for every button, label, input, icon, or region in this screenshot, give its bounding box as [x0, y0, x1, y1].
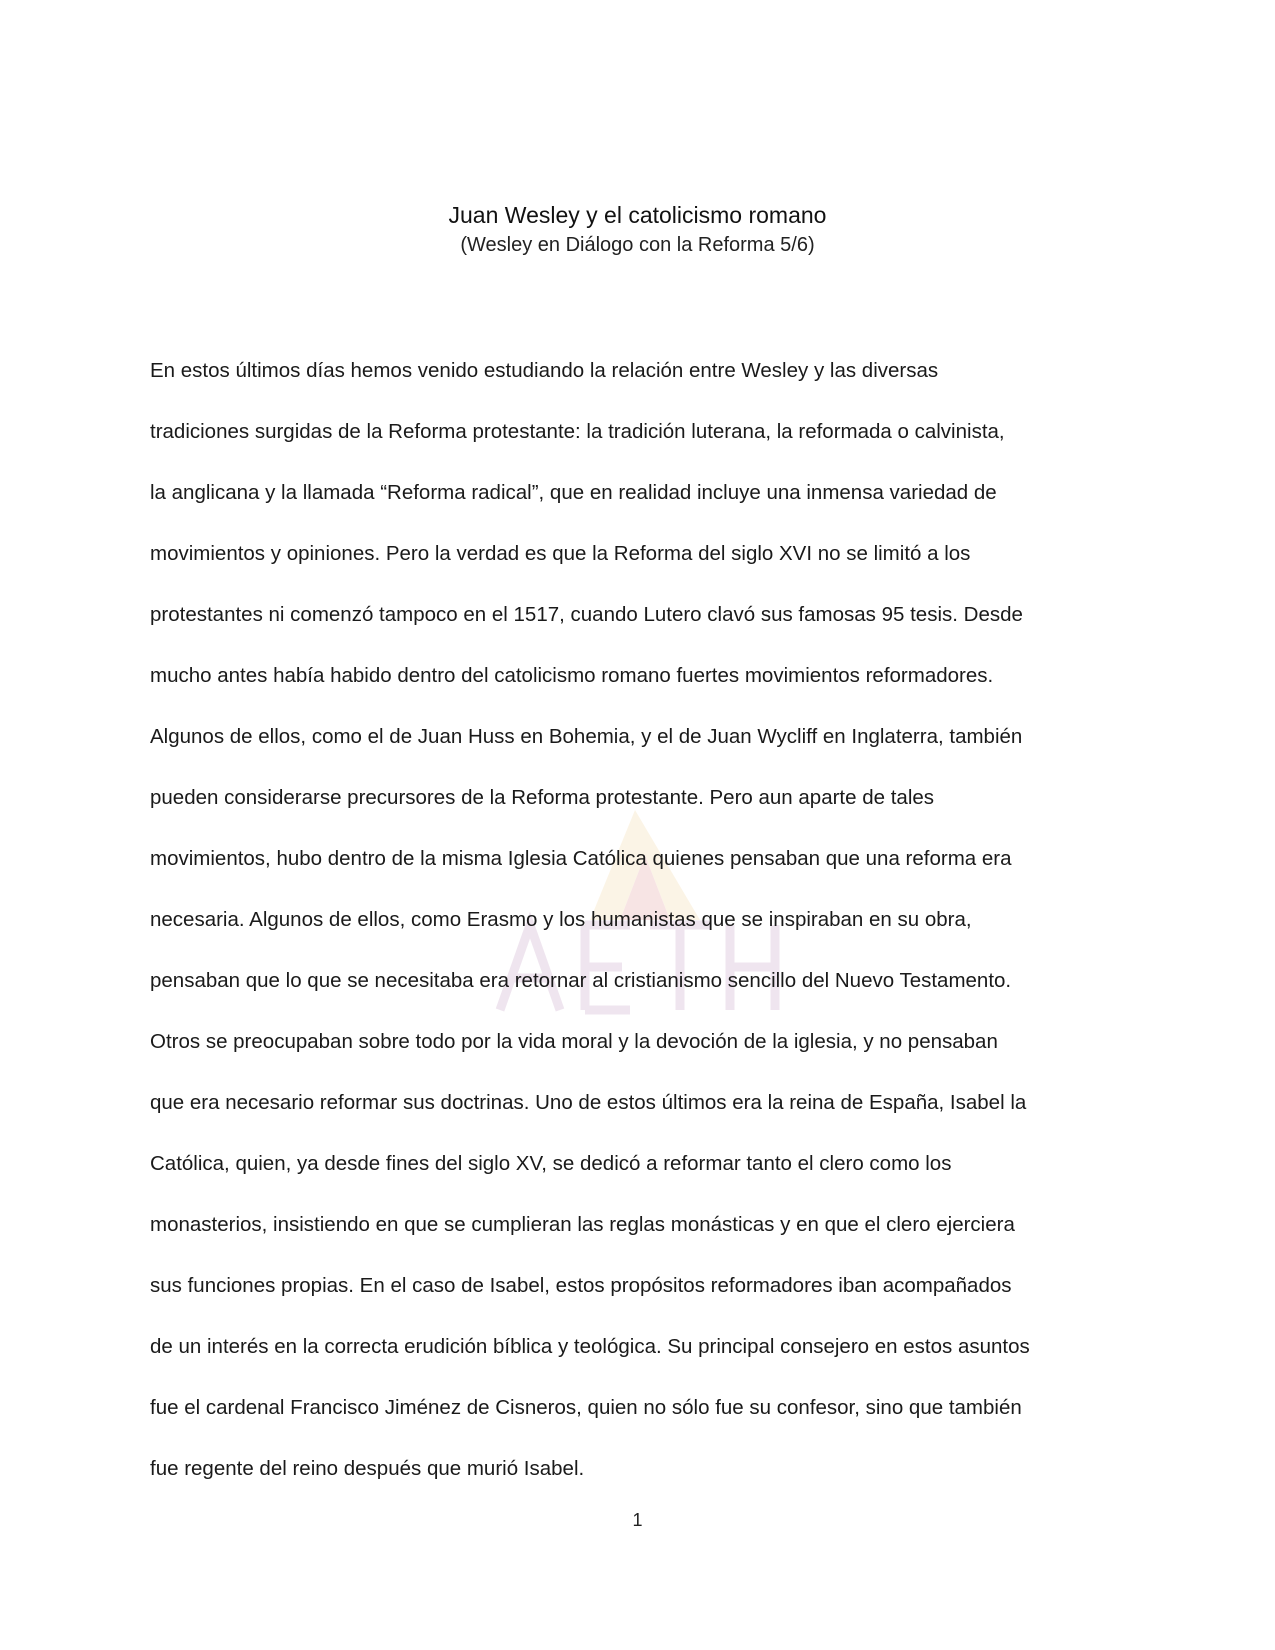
paragraph-line: de un interés en la correcta erudición bíblica y teológica. Su principal consejero en estos asuntos — [150, 1335, 1030, 1358]
paragraph-line: monasterios, insistiendo en que se cumplieran las reglas monásticas y en que el clero ejerciera — [150, 1213, 1015, 1236]
paragraph-line: protestantes ni comenzó tampoco en el 1517, cuando Lutero clavó sus famosas 95 tesis. Desde — [150, 603, 1023, 626]
paragraph-line: pensaban que lo que se necesitaba era retornar al cristianismo sencillo del Nuevo Testamento. — [150, 969, 1012, 992]
paragraph-line: mucho antes había habido dentro del catolicismo romano fuertes movimientos reformadores. — [150, 664, 994, 687]
paragraph-line: Otros se preocupaban sobre todo por la vida moral y la devoción de la iglesia, y no pensaban — [150, 1030, 998, 1053]
paragraph-line: necesaria. Algunos de ellos, como Erasmo y los humanistas que se inspiraban en su obra, — [150, 908, 972, 931]
paragraph-line: fue regente del reino después que murió Isabel. — [150, 1457, 585, 1480]
paragraph-line: movimientos, hubo dentro de la misma Iglesia Católica quienes pensaban que una reforma era — [150, 847, 1012, 870]
paragraph-line: En estos últimos días hemos venido estudiando la relación entre Wesley y las diversas — [150, 359, 939, 382]
page-number: 1 — [632, 1510, 643, 1530]
paragraph-line: tradiciones surgidas de la Reforma protestante: la tradición luterana, la reformada o calvinista, — [150, 420, 1005, 443]
paragraph-line: que era necesario reformar sus doctrinas. Uno de estos últimos era la reina de España, Isabel la — [150, 1091, 1027, 1114]
paragraph-line: Católica, quien, ya desde fines del siglo XV, se dedicó a reformar tanto el clero como los — [150, 1152, 952, 1175]
document-subtitle: (Wesley en Diálogo con la Reforma 5/6) — [460, 234, 815, 256]
document-title: Juan Wesley y el catolicismo romano — [448, 202, 827, 228]
paragraph-line: movimientos y opiniones. Pero la verdad es que la Reforma del siglo XVI no se limitó a los — [150, 542, 971, 565]
paragraph-line: sus funciones propias. En el caso de Isabel, estos propósitos reformadores iban acompañados — [150, 1274, 1012, 1297]
paragraph-line: la anglicana y la llamada “Reforma radical”, que en realidad incluye una inmensa variedad de — [150, 481, 997, 504]
paragraph-line: Algunos de ellos, como el de Juan Huss en Bohemia, y el de Juan Wycliff en Inglaterra, también — [150, 725, 1023, 748]
paragraph-line: fue el cardenal Francisco Jiménez de Cisneros, quien no sólo fue su confesor, sino que también — [150, 1396, 1022, 1419]
body-paragraph — [150, 358, 1130, 1517]
paragraph-line: pueden considerarse precursores de la Reforma protestante. Pero aun aparte de tales — [150, 786, 935, 809]
